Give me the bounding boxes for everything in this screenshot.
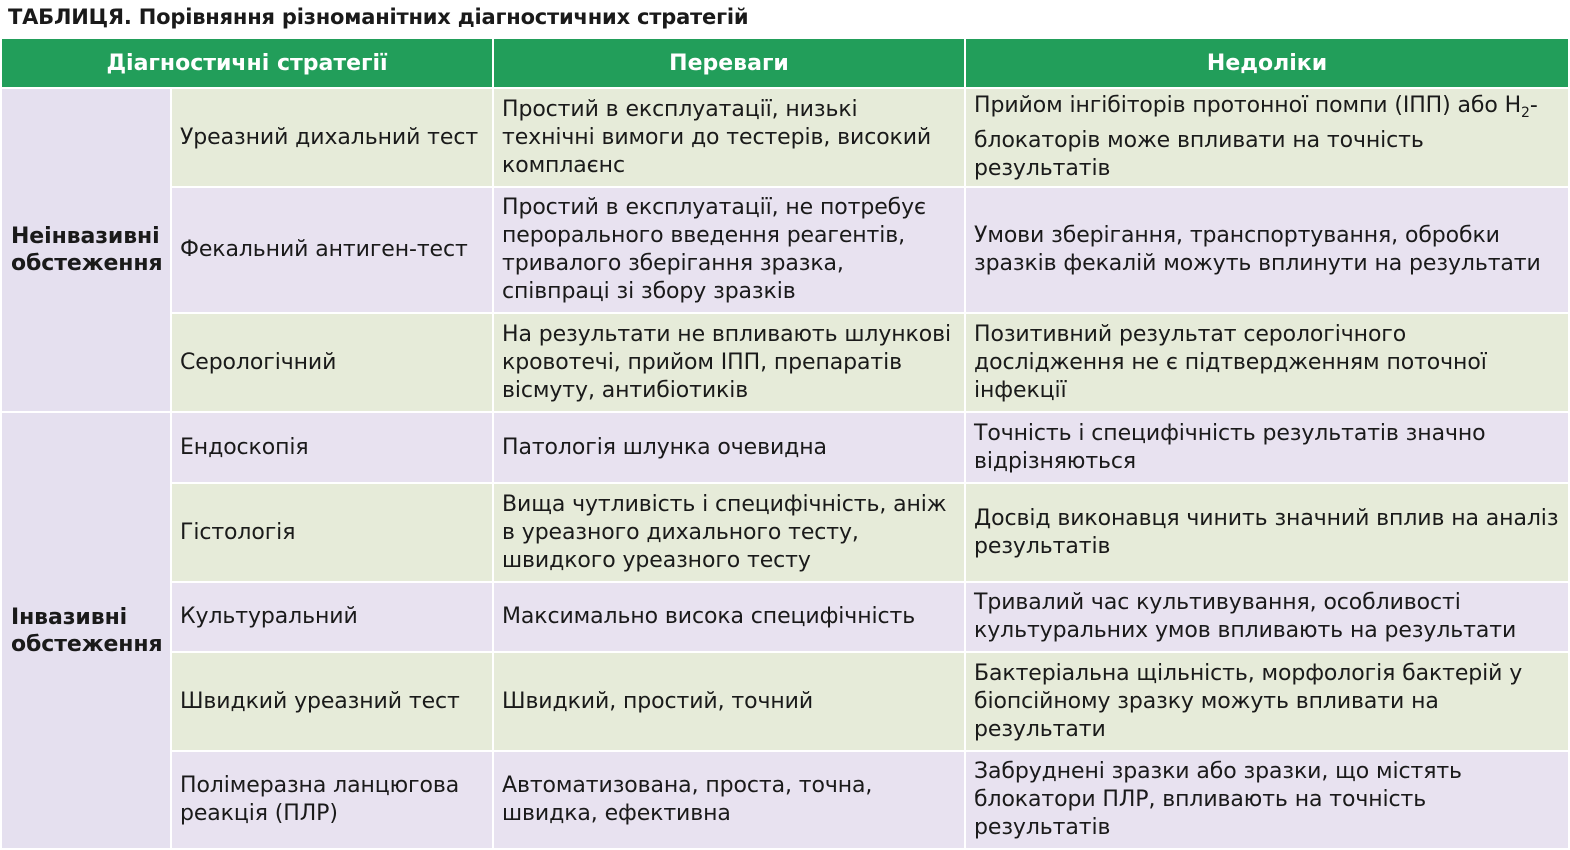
- caption-text: Порівняння різноманітних діагностичних стратегій: [138, 5, 749, 29]
- method-cell: Серологічний: [171, 313, 493, 412]
- advantages-cell: Максимально висока специфічність: [493, 582, 965, 652]
- advantages-cell: Патологія шлунка очевидна: [493, 412, 965, 483]
- disadvantages-text-b: -блокаторів може впливати на точність результатів: [974, 93, 1538, 181]
- advantages-cell: Автоматизована, проста, точна, швидка, ефективна: [493, 751, 965, 849]
- header-strategies: Діагностичні стратегії: [1, 38, 493, 88]
- disadvantages-cell: [965, 88, 1569, 187]
- method-cell: Фекальний антиген-тест: [171, 187, 493, 313]
- method-cell: Уреазний дихальний тест: [171, 88, 493, 187]
- header-disadvantages: Недоліки: [965, 38, 1569, 88]
- table-row: [1, 88, 1569, 187]
- subscript-two: 2: [1521, 105, 1530, 121]
- table-row: [1, 483, 1569, 582]
- group-noninvasive: Неінвазивні обстеження: [1, 88, 171, 412]
- disadvantages-cell: Бактеріальна щільність, морфологія бактерій у біопсійному зразку можуть впливати на результати: [965, 652, 1569, 751]
- disadvantages-cell: Досвід виконавця чинить значний вплив на аналіз результатів: [965, 483, 1569, 582]
- group-invasive: Інвазивні обстеження: [1, 412, 171, 849]
- advantages-cell: Простий в експлуатації, не потребує перорального введення реагентів, тривалого зберігання зразка, співпраці зі збору зразків: [493, 187, 965, 313]
- table-caption: [8, 2, 748, 32]
- table-header-row: [1, 38, 1569, 88]
- table-row: [1, 582, 1569, 652]
- method-cell: Гістологія: [171, 483, 493, 582]
- table-row: [1, 313, 1569, 412]
- advantages-cell: На результати не впливають шлункові кровотечі, прийом ІПП, препаратів вісмуту, антибіотиків: [493, 313, 965, 412]
- method-cell: Культуральний: [171, 582, 493, 652]
- caption-label: ТАБЛИЦЯ.: [8, 5, 132, 29]
- disadvantages-cell: Точність і специфічність результатів значно відрізняються: [965, 412, 1569, 483]
- advantages-cell: Швидкий, простий, точний: [493, 652, 965, 751]
- table-row: [1, 187, 1569, 313]
- advantages-cell: Простий в експлуатації, низькі технічні вимоги до тестерів, високий комплаєнс: [493, 88, 965, 187]
- comparison-table: [0, 37, 1570, 850]
- disadvantages-cell: Тривалий час культивування, особливості культуральних умов впливають на результати: [965, 582, 1569, 652]
- table-row: [1, 412, 1569, 483]
- disadvantages-text-a: Прийом інгібіторів протонної помпи (ІПП) або Н: [974, 93, 1522, 118]
- header-advantages: Переваги: [493, 38, 965, 88]
- disadvantages-cell: Забруднені зразки або зразки, що містять блокатори ПЛР, впливають на точність результатів: [965, 751, 1569, 849]
- table-row: [1, 652, 1569, 751]
- disadvantages-cell: Позитивний результат серологічного дослідження не є підтвердженням поточної інфекції: [965, 313, 1569, 412]
- method-cell: Швидкий уреазний тест: [171, 652, 493, 751]
- advantages-cell: Вища чутливість і специфічність, аніж в уреазного дихального тесту, швидкого уреазного тесту: [493, 483, 965, 582]
- method-cell: Ендоскопія: [171, 412, 493, 483]
- method-cell: Полімеразна ланцюгова реакція (ПЛР): [171, 751, 493, 849]
- disadvantages-cell: Умови зберігання, транспортування, обробки зразків фекалій можуть вплинути на результати: [965, 187, 1569, 313]
- table-row: [1, 751, 1569, 849]
